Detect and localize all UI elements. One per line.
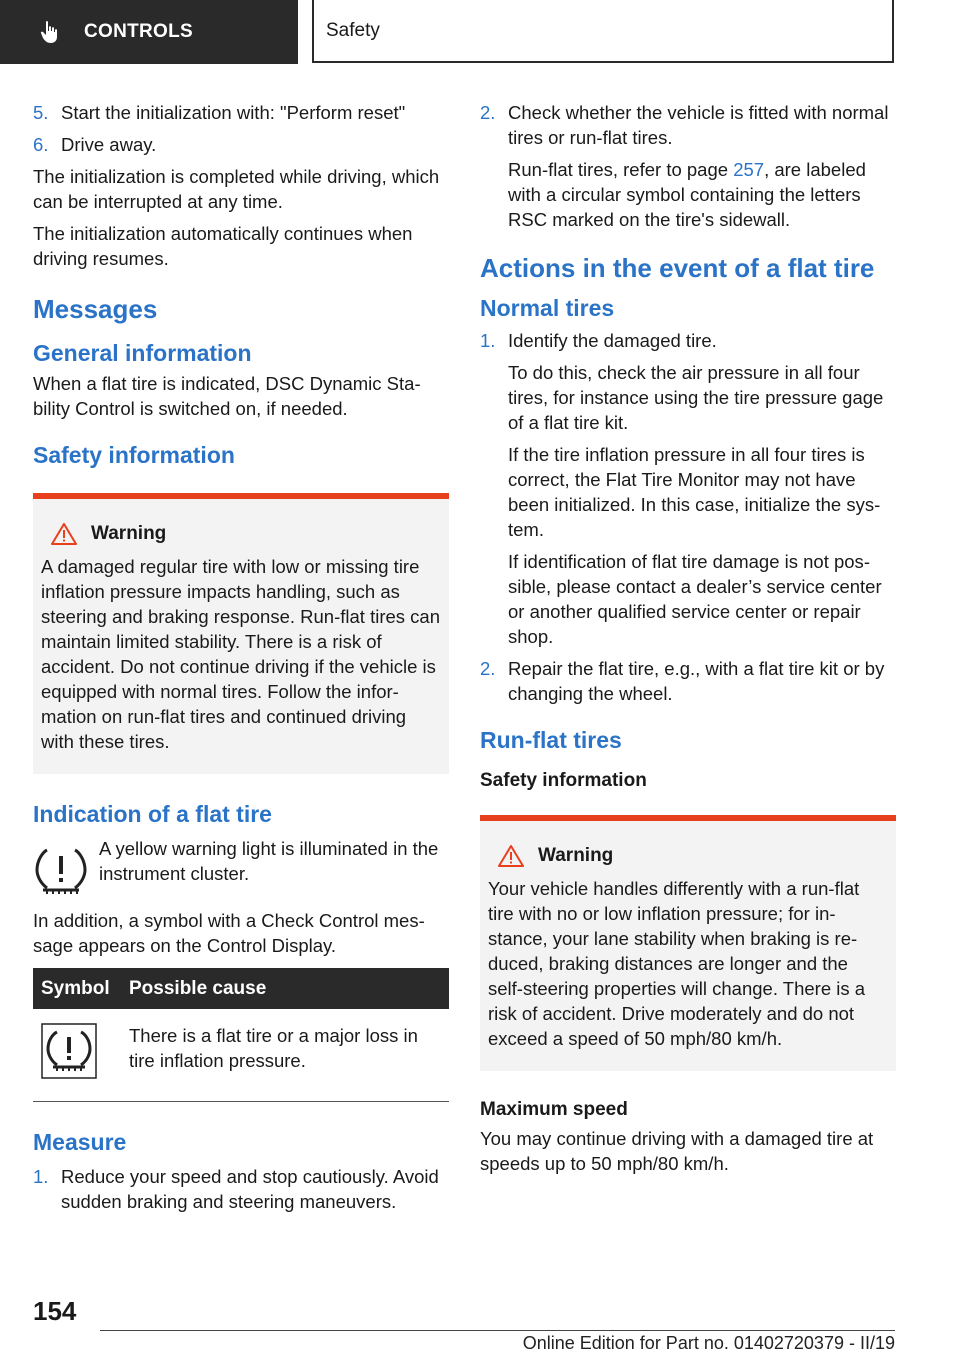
- list-number: 2.: [480, 102, 496, 123]
- list-text: Start the initialization with: "Perform reset": [61, 102, 406, 123]
- heading-measure: Measure: [33, 1129, 127, 1155]
- paragraph: In addition, a symbol with a Check Control message appears on the Control Display.: [33, 910, 425, 956]
- list-subtext: Run-flat tires, refer to page 257, are labeled with a circular symbol containing the letters RSC marked on the tire's sidewall.: [508, 159, 866, 230]
- section-tab: [0, 0, 298, 64]
- paragraph: When a flat tire is indicated, DSC Dynamic Stability Control is switched on, if needed.: [33, 373, 421, 419]
- list-item: [480, 100, 896, 232]
- heading-actions-flat-tire: Actions in the event of a flat tire: [480, 253, 875, 283]
- list-subtext: If identification of flat tire damage is not possible, please contact a dealer’s service center or another qualified service center or repair shop.: [508, 551, 882, 647]
- hand-pointer-icon: [40, 20, 62, 44]
- page-reference-link[interactable]: 257: [733, 159, 765, 180]
- warning-triangle-icon: [498, 845, 524, 867]
- list-item: [480, 656, 896, 706]
- page-header: [0, 0, 960, 66]
- left-column: [33, 100, 449, 1221]
- list-number: 1.: [33, 1166, 49, 1187]
- footer-divider: [100, 1330, 895, 1331]
- warning-label: Warning: [538, 845, 614, 866]
- warning-box: [33, 493, 449, 774]
- indication-text: A yellow warning light is illuminated in the instrument cluster.: [99, 838, 439, 884]
- table-cell-cause: There is a flat tire or a major loss in tire inflation pressure.: [121, 1009, 449, 1102]
- list-text: Drive away.: [61, 134, 157, 155]
- chapter-tab: [312, 0, 894, 63]
- warning-header: [488, 843, 888, 868]
- warning-header: [41, 521, 441, 546]
- heading-safety-information: Safety information: [33, 442, 235, 468]
- table-header-row: [33, 968, 449, 1009]
- paragraph: You may continue driving with a damaged tire at speeds up to 50 mph/80 km/h.: [480, 1128, 874, 1174]
- list-number: 1.: [480, 330, 496, 351]
- section-label: CONTROLS: [84, 21, 194, 42]
- warning-text: Your vehicle handles differently with a run-flat tire with no or low inflation pressure; for instance, your lane stability when braking is reduced, braking distances are longer and the self-steering properties will change. There is a risk of accident. Drive moderately and do not exceed a speed of 50 mph/80 km/h.: [488, 878, 866, 1049]
- table-header-symbol: Symbol: [33, 968, 121, 1009]
- warning-triangle-icon: [51, 523, 77, 545]
- list-number: 5.: [33, 102, 49, 123]
- list-item: [33, 132, 449, 157]
- list-text: Check whether the vehicle is fitted with normal tires or run-flat tires.: [508, 102, 889, 148]
- paragraph: The initialization is completed while driving, which can be interrupted at any time.: [33, 166, 440, 212]
- list-item: [33, 100, 449, 125]
- heading-safety-information: Safety information: [480, 770, 647, 791]
- warning-text: A damaged regular tire with low or missing tire inflation pressure impacts handling, such as steering and braking response. Run-flat tires can maintain limited stability. There is a risk of accident. Do not continue driving if the vehicle is equipped with normal tires. Follow the information on run-flat tires and continued driving with these tires.: [41, 556, 440, 752]
- list-text: Reduce your speed and stop cautiously. Avoid sudden braking and steering maneuvers.: [61, 1166, 439, 1212]
- symbol-table: [33, 968, 449, 1102]
- list-subtext: To do this, check the air pressure in all four tires, for instance using the tire pressure gage of a flat tire kit.: [508, 362, 884, 433]
- list-number: 2.: [480, 658, 496, 679]
- edition-note: Online Edition for Part no. 01402720379 - II/19: [522, 1333, 895, 1353]
- warning-label: Warning: [91, 523, 167, 544]
- page-number: 154: [33, 1296, 77, 1326]
- table-cell-symbol: [33, 1009, 121, 1102]
- table-header-cause: Possible cause: [121, 968, 449, 1009]
- heading-run-flat-tires: Run-flat tires: [480, 727, 622, 753]
- list-subtext: If the tire inflation pressure in all four tires is correct, the Flat Tire Monitor may not have been initialized. In this case, initialize the system.: [508, 444, 881, 540]
- heading-general-information: General information: [33, 340, 252, 366]
- paragraph: The initialization automatically continues when driving resumes.: [33, 223, 413, 269]
- list-number: 6.: [33, 134, 49, 155]
- right-column: [480, 100, 896, 1183]
- heading-normal-tires: Normal tires: [480, 295, 615, 321]
- indication-row: [33, 836, 449, 898]
- heading-indication-flat-tire: Indication of a flat tire: [33, 801, 272, 827]
- flat-tire-warning-icon: [33, 844, 89, 898]
- list-text: Repair the flat tire, e.g., with a flat tire kit or by changing the wheel.: [508, 658, 885, 704]
- chapter-label: Safety: [326, 19, 380, 41]
- heading-maximum-speed: Maximum speed: [480, 1099, 628, 1120]
- heading-messages: Messages: [33, 294, 158, 324]
- table-row: [33, 1009, 449, 1102]
- list-item: [480, 328, 896, 649]
- list-item: [33, 1164, 449, 1214]
- warning-box: [480, 815, 896, 1071]
- flat-tire-symbol-icon: [41, 1023, 97, 1079]
- list-text: Identify the damaged tire.: [508, 330, 717, 351]
